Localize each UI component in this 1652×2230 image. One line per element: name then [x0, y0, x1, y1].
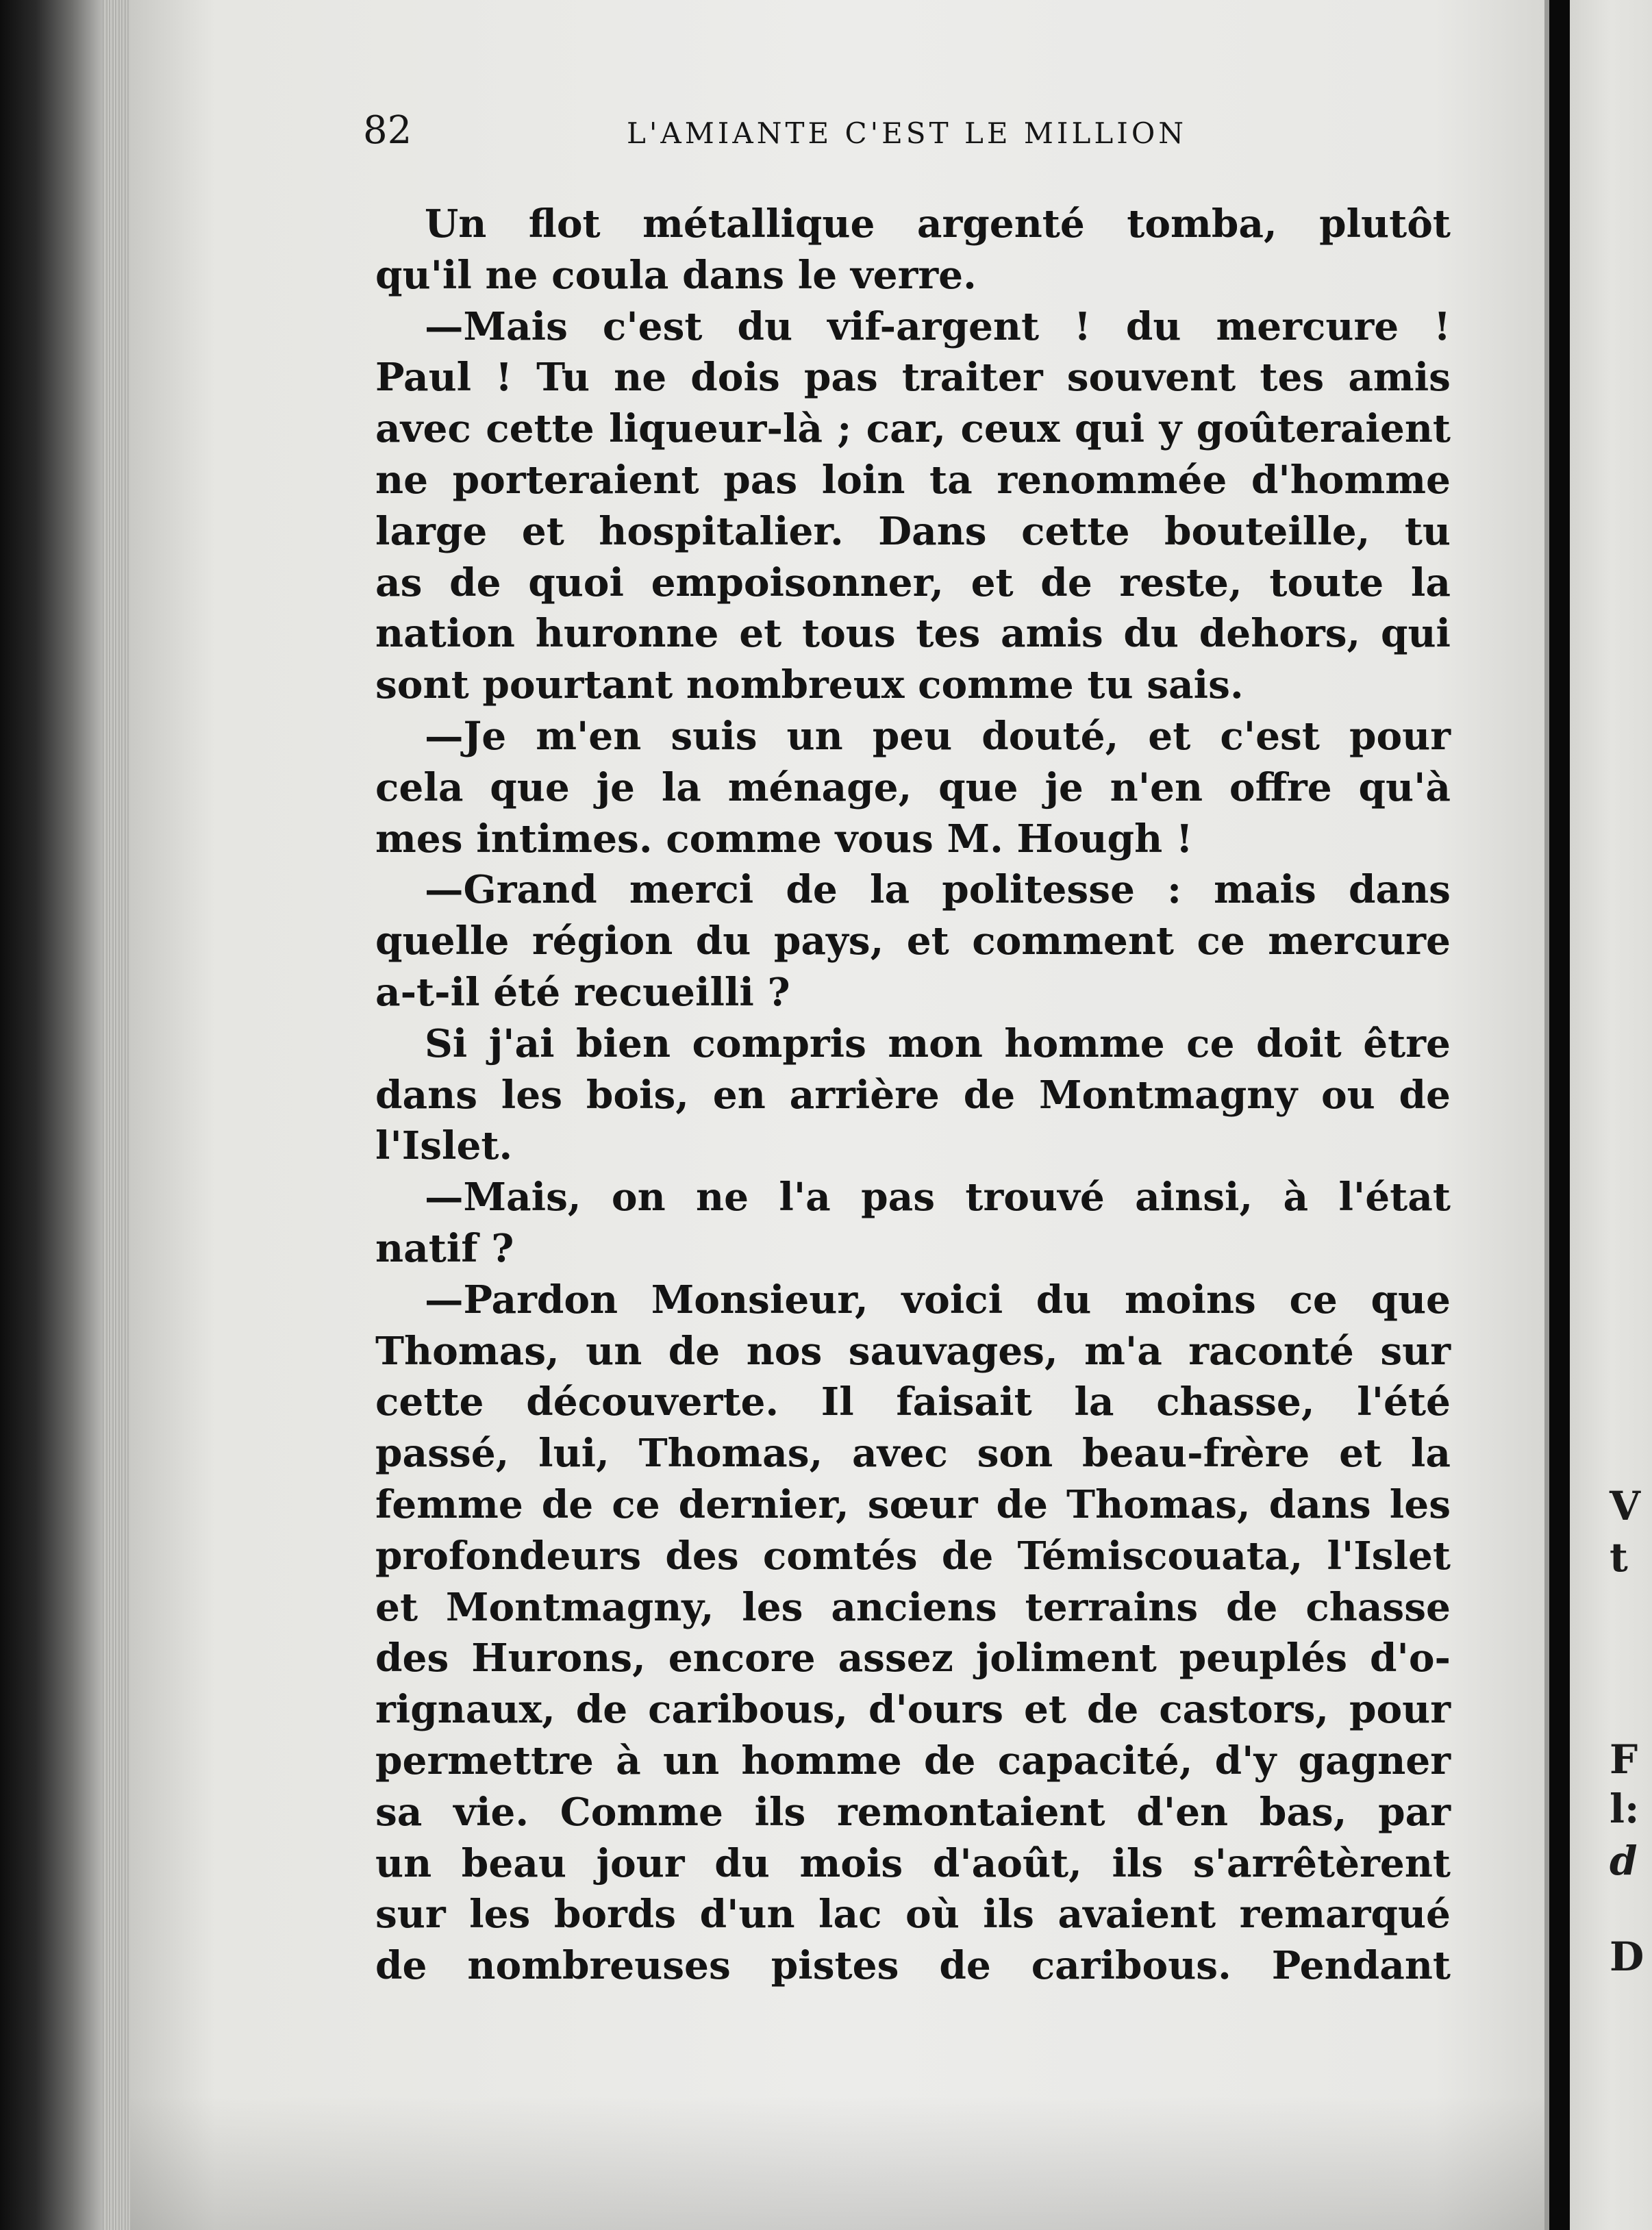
page-number: 82	[363, 108, 412, 153]
body-text	[375, 199, 1451, 1992]
text-line: Un flot métallique argenté tomba, plutôt	[425, 201, 1451, 247]
text-line: cela que je la ménage, que je n'en offre qu'à	[375, 764, 1451, 810]
adjacent-page	[1570, 0, 1652, 2230]
adjacent-page-fragment: t	[1610, 1534, 1628, 1581]
text-line: avec cette liqueur-là ; car, ceux qui y goûteraient	[375, 406, 1451, 452]
text-line: large et hospitalier. Dans cette bouteille, tu	[375, 508, 1451, 554]
adjacent-page-fragment: l:	[1610, 1786, 1640, 1832]
text-line: permettre à un homme de capacité, d'y gagner	[375, 1738, 1451, 1783]
text-line: de nombreuses pistes de caribous. Pendant	[375, 1943, 1451, 1989]
text-line: as de quoi empoisonner, et de reste, toute la	[375, 560, 1451, 605]
adjacent-page-fragment: D	[1610, 1933, 1644, 1980]
text-line: passé, lui, Thomas, avec son beau-frère et la	[375, 1431, 1451, 1477]
text-line: sont pourtant nombreux comme tu sais.	[375, 662, 1244, 708]
text-line: mes intimes. comme vous M. Hough !	[375, 816, 1193, 862]
text-line: a-t-il été recueilli ?	[375, 969, 790, 1015]
text-line: et Montmagny, les anciens terrains de chasse	[375, 1584, 1451, 1630]
text-line: Si j'ai bien compris mon homme ce doit être	[425, 1020, 1451, 1066]
text-line: Paul ! Tu ne dois pas traiter souvent tes amis	[375, 355, 1451, 401]
text-line: quelle région du pays, et comment ce mercure	[375, 918, 1451, 964]
running-title: L'AMIANTE C'EST LE MILLION	[627, 116, 1187, 150]
text-line: natif ?	[375, 1225, 514, 1271]
text-line: ne porteraient pas loin ta renommée d'homme	[375, 457, 1451, 503]
book-binding-edge	[0, 0, 103, 2230]
text-line: des Hurons, encore assez joliment peuplés d'o-	[375, 1636, 1451, 1681]
text-line: cette découverte. Il faisait la chasse, l'été	[375, 1379, 1451, 1425]
text-line: sa vie. Comme ils remontaient d'en bas, par	[375, 1789, 1451, 1835]
page-edges	[103, 0, 130, 2230]
adjacent-page-fragment: V	[1610, 1483, 1641, 1529]
text-line: —Mais, on ne l'a pas trouvé ainsi, à l'état	[425, 1175, 1451, 1220]
text-line: nation huronne et tous tes amis du dehors, qui	[375, 611, 1451, 657]
text-line: qu'il ne coula dans le verre.	[375, 252, 977, 298]
text-line: l'Islet.	[375, 1123, 513, 1169]
text-line: —Je m'en suis un peu douté, et c'est pour	[425, 713, 1451, 759]
text-line: rignaux, de caribous, d'ours et de castors, pour	[375, 1687, 1451, 1733]
text-line: Thomas, un de nos sauvages, m'a raconté sur	[375, 1328, 1451, 1374]
text-line: —Mais c'est du vif-argent ! du mercure !	[425, 303, 1451, 349]
adjacent-page-fragment: F	[1610, 1736, 1638, 1783]
text-line: femme de ce dernier, sœur de Thomas, dans les	[375, 1481, 1451, 1527]
book-gutter	[1549, 0, 1570, 2230]
text-line: dans les bois, en arrière de Montmagny ou de	[375, 1072, 1451, 1118]
text-line: sur les bords d'un lac où ils avaient remarqué	[375, 1892, 1451, 1938]
text-line: un beau jour du mois d'août, ils s'arrêtèrent	[375, 1840, 1451, 1886]
text-line: profondeurs des comtés de Témiscouata, l'Islet	[375, 1533, 1451, 1579]
text-line: —Grand merci de la politesse : mais dans	[425, 867, 1451, 913]
adjacent-page-fragment: d	[1610, 1838, 1638, 1884]
page-shadow	[130, 2096, 1548, 2230]
text-line: —Pardon Monsieur, voici du moins ce que	[425, 1277, 1451, 1323]
